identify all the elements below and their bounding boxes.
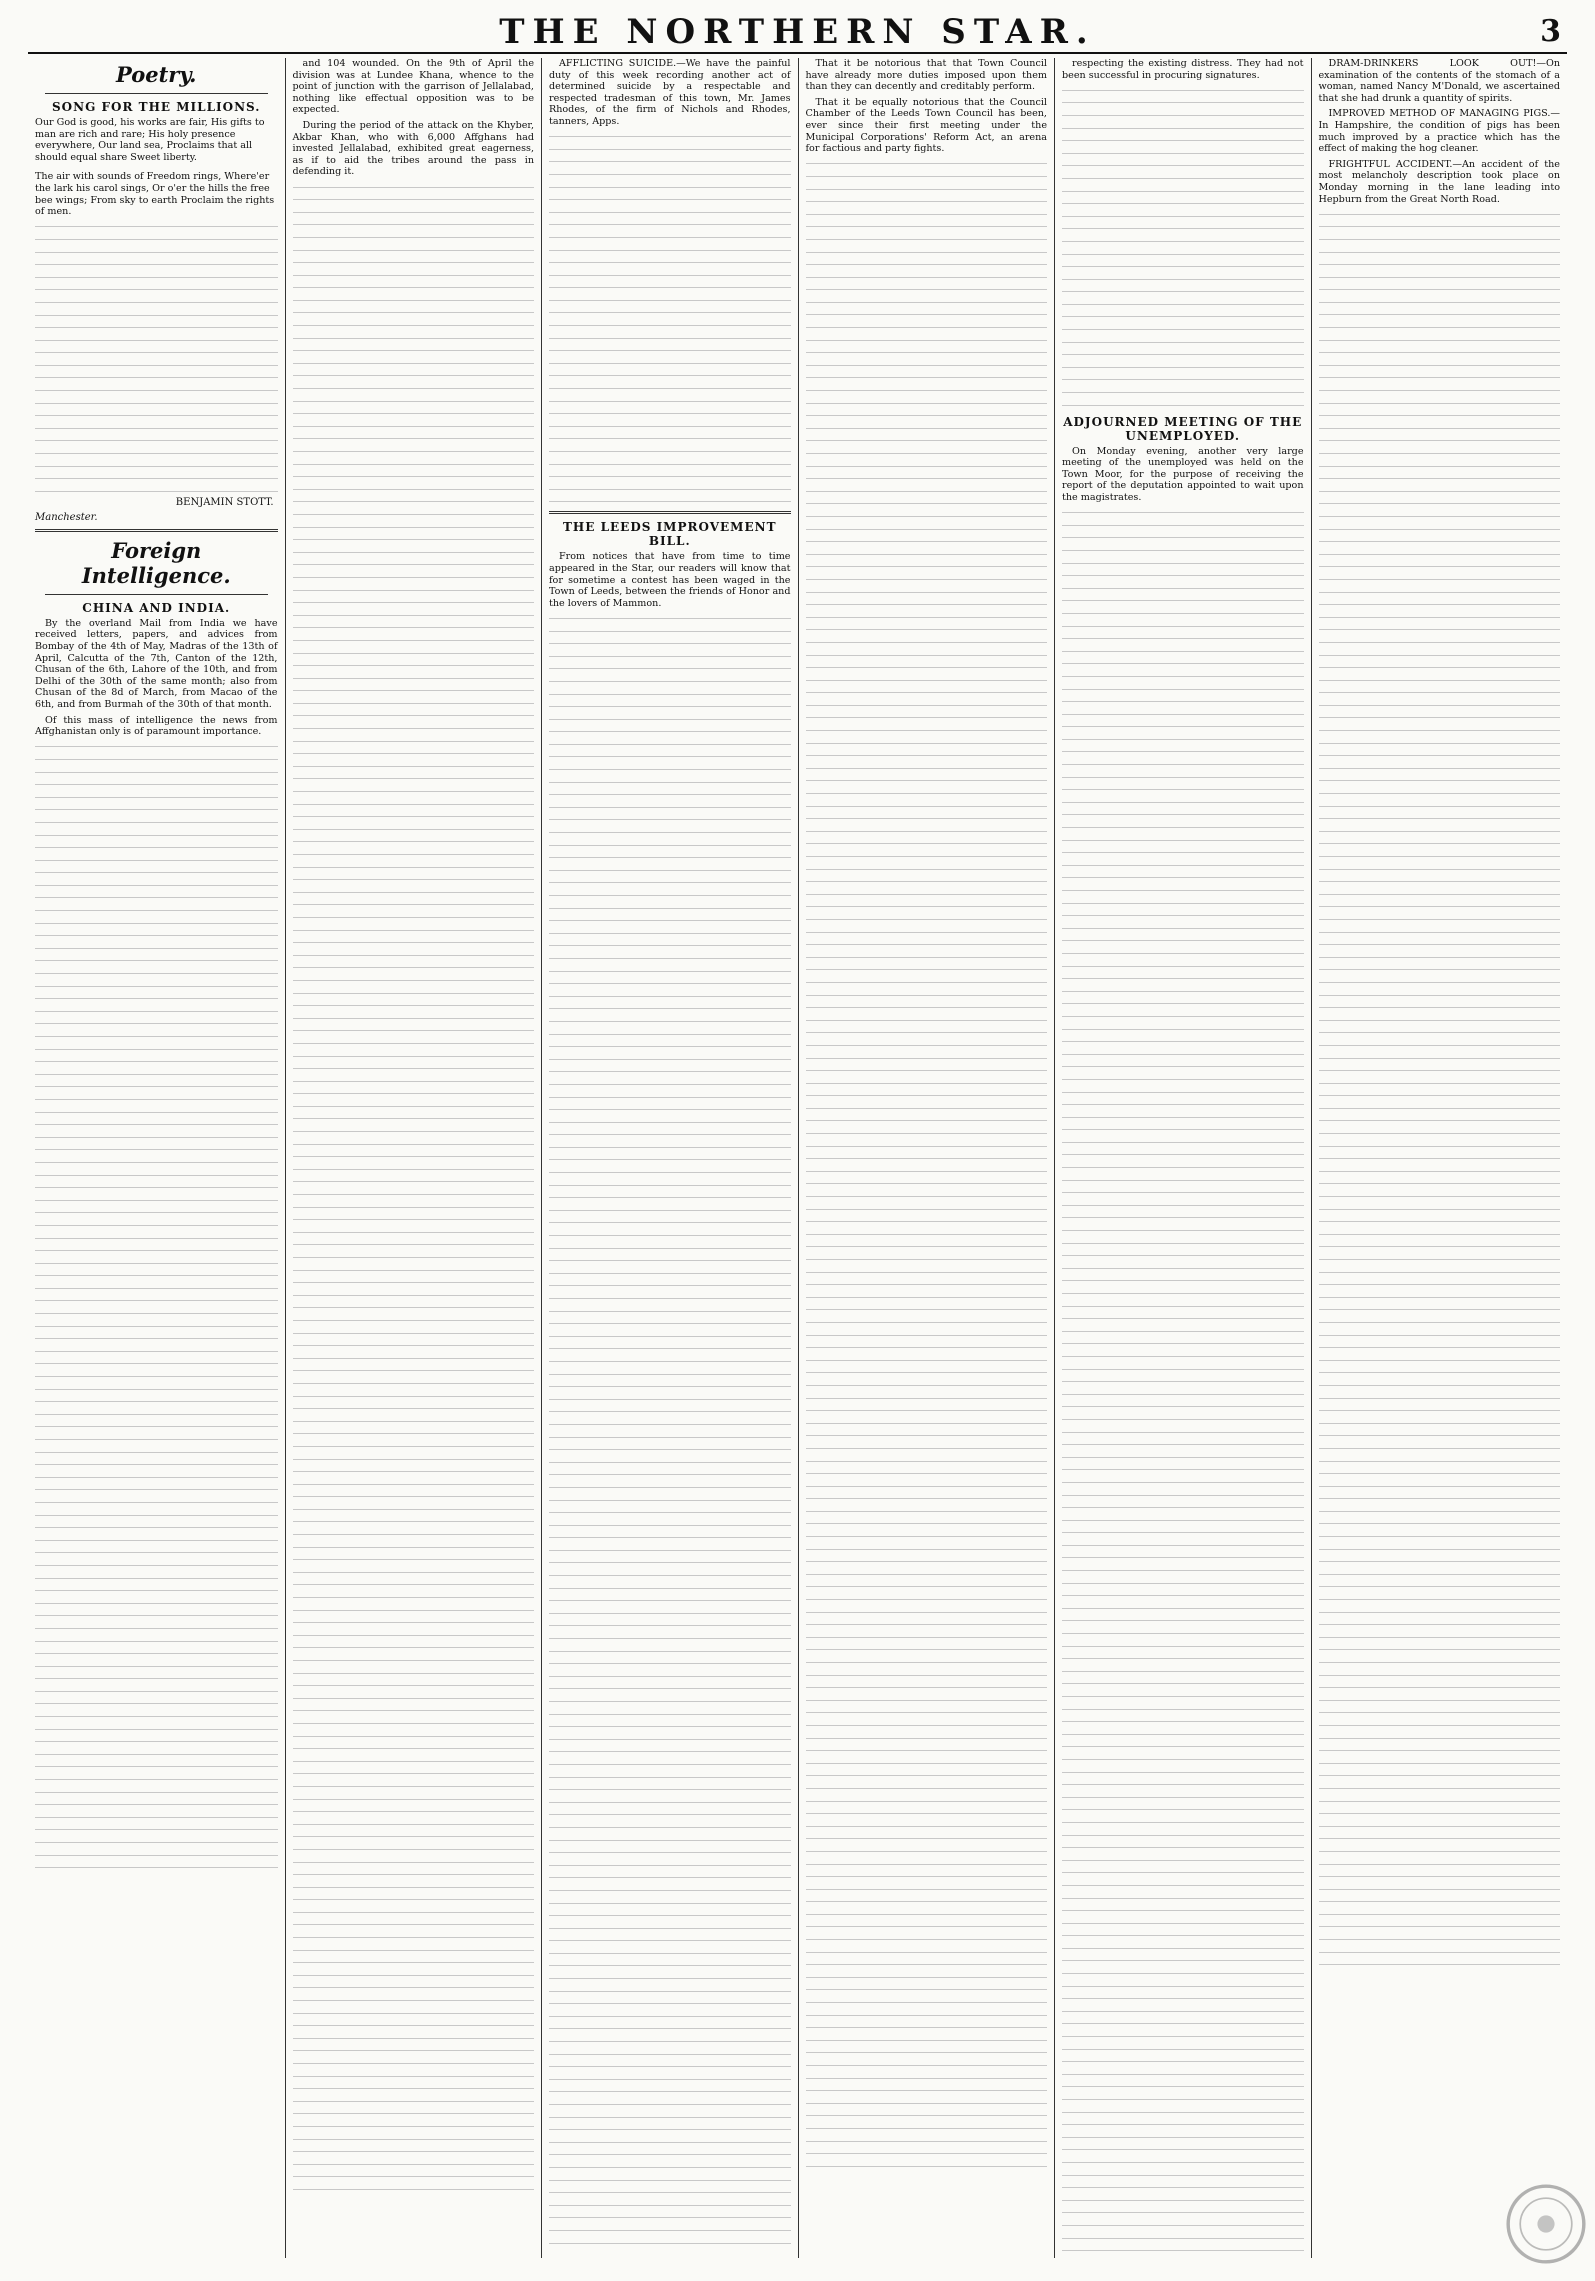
poem-stanza: The air with sounds of Freedom rings, Where'er the lark his carol sings, Or o'er the hills the free bee wings; From sky to earth Proclaim the rights of men. [35, 171, 275, 218]
masthead-title: THE NORTHERN STAR. [499, 12, 1096, 52]
article-paragraph: and 104 wounded. On the 9th of April the division was at Lundee Khana, whence to the point of junction with the garrison of Jellalabad, nothing like effectual opposition was to be expected. [292, 58, 534, 116]
column-3 [541, 58, 798, 2258]
article-heading: THE LEEDS IMPROVEMENT BILL. [563, 520, 777, 549]
text-block [293, 187, 535, 2193]
text-block [806, 163, 1048, 2169]
article-paragraph: On Monday evening, another very large meeting of the unemployed was held on the Town Moor, for the purpose of receiving the report of the deputation appointed to wait upon the magistrates. [1062, 445, 1304, 503]
text-block [35, 746, 278, 1871]
text-block [1062, 90, 1304, 409]
text-block [549, 136, 791, 505]
poem-stanza: Our God is good, his works are fair, His gifts to man are rich and rare; His holy presence everywhere, Our land sea, Proclaims that all should equal share Sweet liberty. [35, 117, 265, 163]
poem-author: BENJAMIN STOTT. [175, 496, 274, 508]
text-block [1062, 512, 1304, 2258]
poem-place: Manchester. [35, 511, 98, 523]
masthead [28, 8, 1567, 54]
article-paragraph: From notices that have from time to time appeared in the Star, our readers will know that for sometime a contest has been waged in the Town of Leeds, between the friends of Honor and the lovers of Mammon. [549, 551, 791, 609]
article-heading: CHINA AND INDIA. [82, 600, 231, 615]
text-block [1319, 214, 1561, 1969]
page-number: 3 [1540, 14, 1561, 49]
article-paragraph: respecting the existing distress. They had not been successful in procuring signatures. [1062, 58, 1304, 81]
article-paragraph: DRAM-DRINKERS LOOK OUT!—On examination of the contents of the stomach of a woman, named Nancy M'Donald, we ascertained that she had drunk a quantity of spirits. [1318, 58, 1560, 104]
poem-title: SONG FOR THE MILLIONS. [52, 100, 261, 114]
columns [28, 58, 1567, 2258]
article-paragraph: Of this mass of intelligence the news from Affghanistan only is of paramount importance. [35, 714, 278, 738]
text-block [549, 618, 791, 2247]
article-heading: ADJOURNED MEETING OF THE UNEMPLOYED. [1063, 414, 1303, 443]
column-2 [285, 58, 542, 2258]
section-heading-foreign: Foreign Intelligence. [81, 537, 231, 588]
library-stamp-icon [1503, 2181, 1589, 2267]
section-heading-poetry: Poetry. [116, 62, 197, 87]
article-paragraph: FRIGHTFUL ACCIDENT.—An accident of the most melancholy description took place on Monday morning in the lane leading into Hepburn from the Great North Road. [1318, 158, 1560, 205]
article-paragraph: That it be notorious that that Town Council have already more duties imposed upon them than they can decently and creditably perform. [805, 58, 1047, 93]
poem [35, 117, 278, 218]
article-paragraph: By the overland Mail from India we have received letters, papers, and advices from Bombay of the 4th of May, Madras of the 13th of April, Calcutta of the 7th, Canton of the 12th, Chusan of the 6th, Lahore of the 10th, and from Delhi of the 30th of the same month; also from Chusan of the 8d of March, from Macao of the 6th, and from Burmah of the 30th of that month. [35, 617, 278, 710]
article-paragraph: During the period of the attack on the Khyber, Akbar Khan, who with 6,000 Affghans had invested Jellalabad, exhibited great eagerness, as if to aid the tribes around the pass in defending it. [292, 119, 534, 178]
text-block [35, 226, 278, 494]
column-5 [1054, 58, 1311, 2258]
column-6 [1311, 58, 1568, 2258]
article-paragraph: That it be equally notorious that the Council Chamber of the Leeds Town Council has been, ever since their first meeting under the Municipal Corporations' Reform Act, an arena for factious and party fights. [805, 96, 1047, 155]
article-paragraph: IMPROVED METHOD OF MANAGING PIGS.—In Hampshire, the condition of pigs has been much improved by a practice which has the effect of making the hog cleaner. [1318, 108, 1560, 155]
column-1 [28, 58, 285, 2258]
column-4 [798, 58, 1055, 2258]
article-paragraph: AFFLICTING SUICIDE.—We have the painful duty of this week recording another act of determined suicide by a respectable and respected tradesman of this town, Mr. James Rhodes, of the firm of Nichols and Rhodes, tanners, Apps. [549, 58, 791, 127]
